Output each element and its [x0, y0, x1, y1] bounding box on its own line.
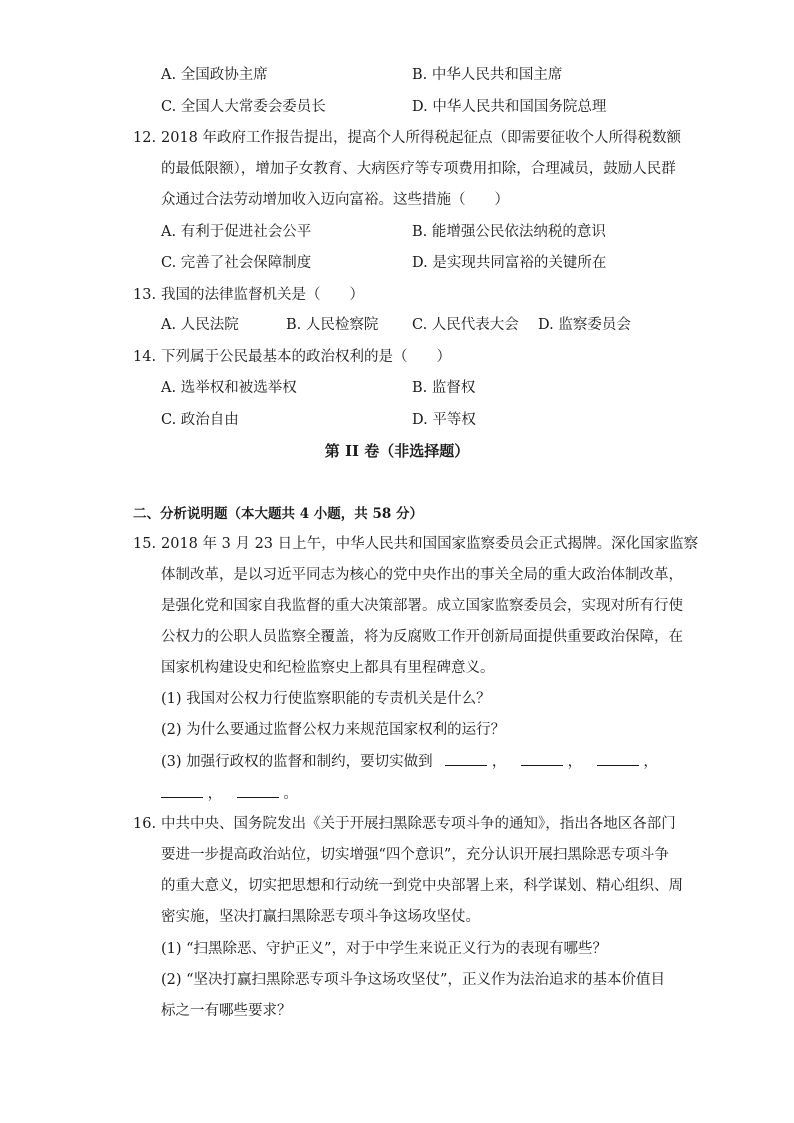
q15-material-line-5: 国家机构建设史和纪检监察史上都具有里程碑意义。	[161, 660, 495, 676]
blank-terminator: 。	[283, 786, 298, 802]
q16-material-line-1: 中共中央、国务院发出《关于开展扫黑除恶专项斗争的通知》，指出各地区各部门	[161, 816, 676, 832]
q15-material-line-4: 公权力的公职人员监察全覆盖，将为反腐败工作开创新局面提供重要政治保障，在	[161, 629, 683, 645]
blank-separator: ，	[567, 754, 583, 770]
q14-option-c: C. 政治自由	[161, 412, 239, 428]
blank-separator: ，	[643, 754, 658, 770]
answer-blank-4	[161, 784, 203, 798]
q13-number: 13.	[133, 287, 157, 303]
q16-sub-question-2-line-1: (2) “坚决打赢扫黑除恶专项斗争这场攻坚仗”，正义作为法治追求的基本价值目	[161, 972, 665, 988]
q13-stem: 我国的法律监督机关是（ ）	[161, 287, 364, 303]
q15-sub-question-3-text: (3) 加强行政权的监督和制约，要切实做到	[161, 754, 433, 770]
q13-option-b: B. 人民检察院	[286, 317, 379, 333]
answer-blank-3	[597, 752, 639, 766]
q16-material-line-3: 的重大意义，切实把思想和行动统一到党中央部署上来，科学谋划、精心组织、周	[161, 878, 683, 894]
q15-number: 15.	[133, 536, 157, 552]
q12-stem-line-3: 众通过合法劳动增加收入迈向富裕。这些措施（ ）	[161, 192, 509, 208]
q12-number: 12.	[133, 130, 157, 146]
q11-option-c: C. 全国人大常委会委员长	[161, 99, 326, 115]
q14-option-a: A. 选举权和被选举权	[161, 380, 297, 396]
blank-separator: ，	[207, 786, 223, 802]
q13-option-c: C. 人民代表大会	[412, 317, 519, 333]
q16-sub-question-2-line-2: 标之一有哪些要求？	[161, 1003, 292, 1019]
q16-number: 16.	[133, 816, 157, 832]
q15-sub-question-3-continued	[161, 784, 298, 803]
q15-material-line-2: 体制改革，是以习近平同志为核心的党中央作出的事关全局的重大政治体制改革，	[161, 567, 683, 583]
part-2-heading: 二、分析说明题（本大题共 4 小题，共 58 分）	[133, 506, 423, 522]
q15-sub-question-1: (1) 我国对公权力行使监察职能的专责机关是什么？	[161, 691, 491, 707]
q15-sub-question-2: (2) 为什么要通过监督公权力来规范国家权利的运行？	[161, 722, 506, 738]
q13-option-a: A. 人民法院	[161, 317, 239, 333]
q14-stem: 下列属于公民最基本的政治权利的是（ ）	[161, 349, 451, 365]
q11-option-b: B. 中华人民共和国主席	[412, 67, 563, 83]
blank-separator: ，	[491, 754, 507, 770]
answer-blank-5	[237, 784, 279, 798]
q11-option-d: D. 中华人民共和国国务院总理	[412, 99, 607, 115]
answer-blank-2	[521, 752, 563, 766]
q12-stem-line-1: 2018 年政府工作报告提出，提高个人所得税起征点（即需要征收个人所得税数额	[161, 130, 682, 146]
q12-option-a: A. 有利于促进社会公平	[161, 224, 312, 240]
q14-option-d: D. 平等权	[412, 412, 476, 428]
q12-option-d: D. 是实现共同富裕的关键所在	[412, 255, 607, 271]
answer-blank-1	[445, 752, 487, 766]
q12-option-c: C. 完善了社会保障制度	[161, 255, 312, 271]
q14-number: 14.	[133, 349, 157, 365]
q14-option-b: B. 监督权	[412, 380, 476, 396]
q15-material-line-3: 是强化党和国家自我监督的重大决策部署。成立国家监察委员会，实现对所有行使	[161, 598, 683, 614]
q12-stem-line-2: 的最低限额），增加子女教育、大病医疗等专项费用扣除，合理减员，鼓励人民群	[161, 161, 676, 177]
q15-sub-question-3	[161, 752, 658, 771]
q15-material-line-1: 2018 年 3 月 23 日上午，中华人民共和国国家监察委员会正式揭牌。深化国家监察	[161, 536, 699, 552]
section-2-title: 第 II 卷（非选择题）	[324, 442, 470, 460]
q16-material-line-2: 要进一步提高政治站位，切实增强“四个意识”，充分认识开展扫黑除恶专项斗争	[161, 847, 669, 863]
q11-option-a: A. 全国政协主席	[161, 67, 268, 83]
q12-option-b: B. 能增强公民依法纳税的意识	[412, 224, 606, 240]
q16-sub-question-1: (1) “扫黑除恶、守护正义”，对于中学生来说正义行为的表现有哪些？	[161, 941, 607, 957]
q13-option-d: D. 监察委员会	[538, 317, 631, 333]
q16-material-line-4: 密实施，坚决打赢扫黑除恶专项斗争这场攻坚仗。	[161, 909, 480, 925]
